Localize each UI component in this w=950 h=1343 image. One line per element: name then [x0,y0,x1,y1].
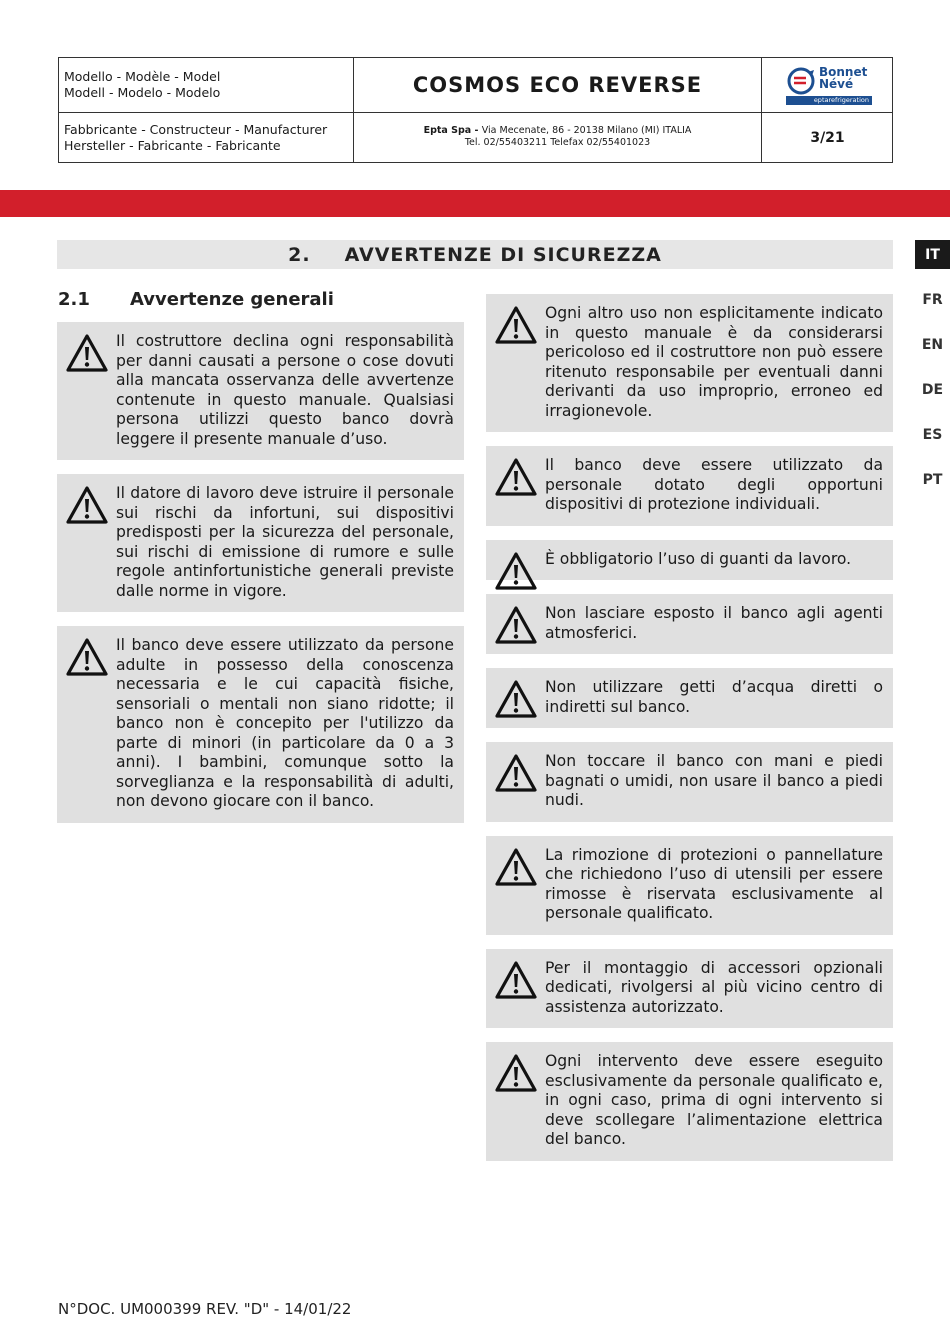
warning-triangle-icon [494,1053,538,1093]
warning-box [486,949,893,1029]
warning-text: Per il montaggio di accessori opzionali dedicati, rivolgersi al più vicino centro di assistenza autorizzato. [545,958,883,1016]
warning-text: Il costruttore declina ogni responsabilità per danni causati a persone o cose dovuti alla mancata osservanza delle avvertenze contenute in questo manuale. Qualsiasi persona utilizzi questo banco dovrà leggere il presente manuale d’uso. [116,332,454,448]
section-title [57,240,893,269]
model-label-line2: Modell - Modelo - Modelo [64,85,221,100]
warning-text: Ogni altro uso non esplicitamente indicato in questo manuale è da considerarsi pericoloso ed il costruttore non può essere ritenuto responsabile per eventuali danni derivanti da uso improprio, erroneo ed irragionevole. [545,304,883,420]
manufacturer-label-line1: Fabbricante - Constructeur - Manufacturer [64,122,328,137]
product-title: COSMOS ECO REVERSE [354,58,762,113]
language-tabs [915,240,950,510]
manufacturer-label [59,113,354,163]
document-footer: N°DOC. UM000399 REV. "D" - 14/01/22 [58,1300,352,1318]
document-header [58,57,893,163]
warning-box [57,626,464,823]
logo-text: Bonnet Névé [819,65,868,91]
warnings-right-column [486,294,893,1175]
warning-text: Ogni intervento deve essere eseguito esclusivamente da personale qualificato e, in ogni caso, prima di ogni intervento si deve scollegare l’alimentazione elettrica del banco. [545,1052,883,1148]
warnings-left-column [57,322,464,837]
euro-swirl-icon [786,66,816,96]
subsection-title: Avvertenze generali [130,289,334,310]
warning-box [57,322,464,460]
brand-logo [762,58,893,113]
lang-tab-es[interactable]: ES [922,426,943,443]
lang-tab-fr[interactable]: FR [922,291,943,308]
warning-text: È obbligatorio l’uso di guanti da lavoro. [545,549,852,568]
model-label [59,58,354,113]
manufacturer-address [354,113,762,163]
warning-triangle-icon [494,679,538,719]
warning-triangle-icon [65,637,109,677]
warning-box [486,446,893,526]
warning-triangle-icon [494,605,538,645]
warning-box [486,668,893,728]
warning-box [486,294,893,432]
warning-triangle-icon [494,305,538,345]
warning-text: Il banco deve essere utilizzato da personale dotato degli opportuni dispositivi di protezione individuali. [545,456,883,513]
warning-text: Non utilizzare getti d’acqua diretti o indiretti sul banco. [545,678,883,716]
warning-box [57,474,464,612]
warning-triangle-icon [494,457,538,497]
warning-text: Non lasciare esposto il banco agli agenti atmosferici. [545,604,883,642]
manufacturer-label-line2: Hersteller - Fabricante - Fabricante [64,138,281,153]
section-title-text: AVVERTENZE DI SICUREZZA [344,243,662,266]
warning-triangle-icon [494,847,538,887]
warning-box [486,1042,893,1161]
warning-triangle-icon [494,753,538,793]
phone-line: Tel. 02/55403211 Telefax 02/55401023 [464,137,651,148]
warning-text: Non toccare il banco con mani e piedi bagnati o umidi, non usare il banco a piedi nudi. [545,752,883,809]
subsection-number: 2.1 [58,289,90,310]
lang-tab-de[interactable]: DE [921,381,944,398]
warning-box [486,594,893,654]
warning-triangle-icon [65,333,109,373]
logo-subbrand: eptarefrigeration [786,96,872,105]
address-line: Via Mecenate, 86 - 20138 Milano (MI) ITALIA [481,125,692,136]
section-number: 2. [288,243,311,266]
warning-triangle-icon [494,551,538,591]
lang-tab-en[interactable]: EN [921,336,944,353]
lang-tab-pt[interactable]: PT [922,471,943,488]
model-label-line1: Modello - Modèle - Model [64,69,221,84]
warning-box [486,742,893,822]
warning-text: La rimozione di protezioni o pannellature che richiedono l’uso di utensili per essere rimosse è riservata esclusivamente al personale qualificato. [545,845,883,922]
lang-tab-it[interactable]: IT [915,240,950,269]
page-number: 3/21 [810,130,845,146]
warning-text: Il datore di lavoro deve istruire il personale sui rischi da infortuni, sui dispositivi predisposti per la sicurezza del personale, sui rischi di emissione di rumore e sulle regole antinfortunistiche generali previste dalle norme in vigore. [116,484,454,600]
accent-band [0,190,950,217]
warning-box [486,540,893,581]
company-name: Epta Spa - [423,125,482,136]
warning-box [486,836,893,935]
warning-triangle-icon [494,960,538,1000]
warning-text: Il banco deve essere utilizzato da persone adulte in possesso della conoscenza necessaria e le cui capacità fisiche, sensoriali o mentali non siano ridotte; il banco non è concepito per l'utilizzo da parte di minori (in particolare da 0 a 3 anni). I bambini, comunque sotto la sorveglianza e la responsabilità di adulti, non devono giocare con il banco. [116,636,454,810]
warning-triangle-icon [65,485,109,525]
subsection-heading [58,289,334,310]
